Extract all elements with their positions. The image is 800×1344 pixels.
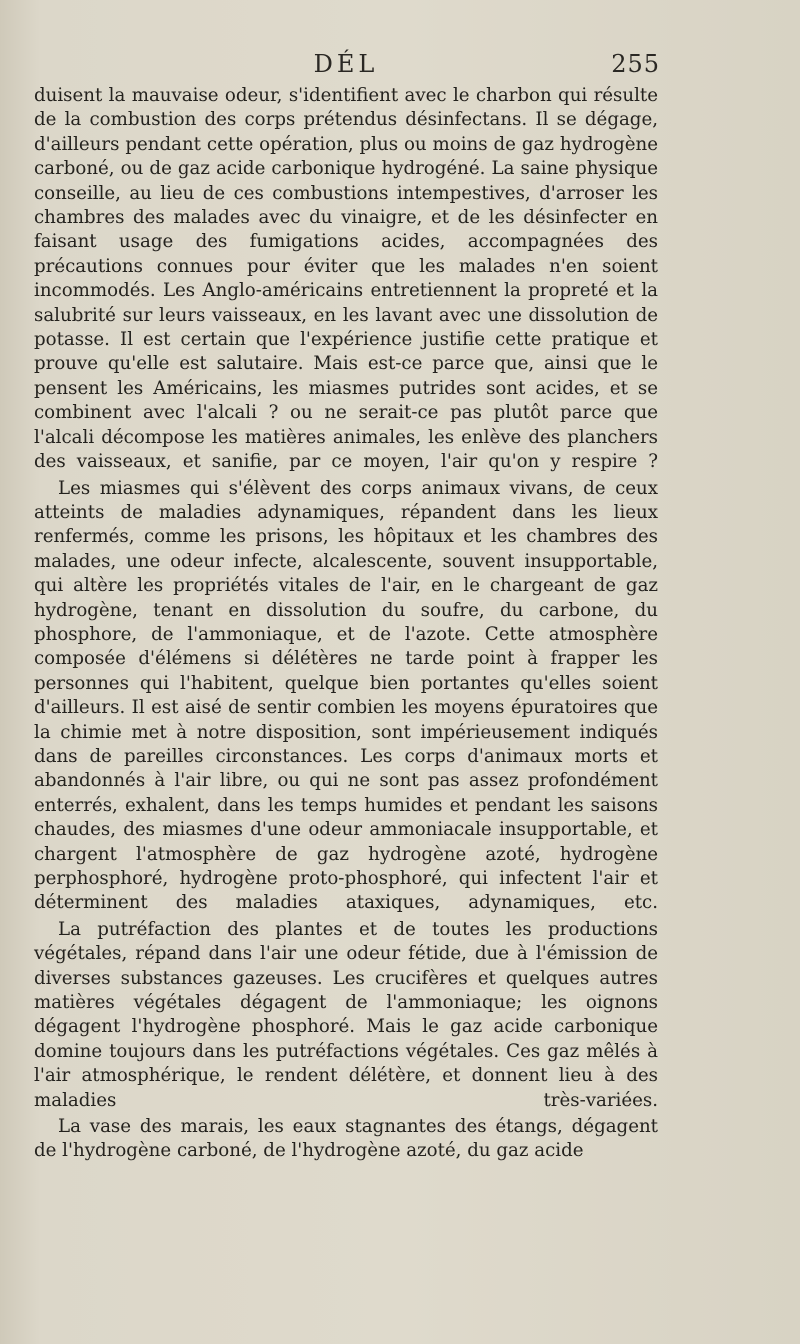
page-number: 255 (611, 50, 660, 78)
page-title: DÉL (313, 50, 379, 78)
paragraph-miasmes-animaux: Les miasmes qui s'élèvent des corps animaux vivans, de ceux atteints de maladies adynamiques, répandent dans les lieux renfermés, comme les prisons, les hôpitaux et les chambres des malades, une odeur infecte, alcalescente, souvent insupportable, qui altère les propriétés vitales de l'air, en le chargeant de gaz hydrogène, tenant en dissolution du soufre, du carbone, du phosphore, de l'ammoniaque, et de l'azote. Cette atmosphère composée d'élémens si délétères ne tarde point à frapper les personnes qui l'habitent, quelque bien portantes qu'elles soient d'ailleurs. Il est aisé de sentir combien les moyens épuratoires que la chimie met à notre disposition, sont impérieusement indiqués dans de pareilles circonstances. Les corps d'animaux morts et abandonnés à l'air libre, ou qui ne sont pas assez profondément enterrés, exhalent, dans les temps humides et pendant les saisons chaudes, des miasmes d'une odeur ammoniacale insupportable, et chargent l'atmosphère de gaz hydrogène azoté, hydrogène perphosphoré, hydrogène proto-phosphoré, qui infectent l'air et déterminent des maladies ataxiques, adynamiques, etc. (34, 477, 658, 914)
paragraph-putrefaction-plantes: La putréfaction des plantes et de toutes les productions végétales, répand dans l'air une odeur fétide, due à l'émission de diverses substances gazeuses. Les crucifères et quelques autres matières végétales dégagent de l'ammoniaque; les oignons dégagent l'hydrogène phosphoré. Mais le gaz acide carbonique domine toujours dans les putréfactions végétales. Ces gaz mêlés à l'air atmosphérique, le rendent délétère, et donnent lieu à des maladies très-variées. (34, 918, 658, 1111)
running-head (34, 50, 658, 80)
body-text (34, 84, 658, 1166)
paragraph-vase-marais: La vase des marais, les eaux stagnantes des étangs, dégagent de l'hydrogène carboné, de l'hydrogène azoté, du gaz acide (34, 1116, 658, 1162)
paragraph-continuation: duisent la mauvaise odeur, s'identifient avec le charbon qui résulte de la combustion des corps prétendus désinfectans. Il se dégage, d'ailleurs pendant cette opération, plus ou moins de gaz hydrogène carboné, ou de gaz acide carbonique hydrogéné. La saine physique conseille, au lieu de ces combustions intempestives, d'arroser les chambres des malades avec du vinaigre, et de les désinfecter en faisant usage des fumigations acides, accompagnées des précautions connues pour éviter que les malades n'en soient incommodés. Les Anglo-américains entretiennent la propreté et la salubrité sur leurs vaisseaux, en les lavant avec une dissolution de potasse. Il est certain que l'expérience justifie cette pratique et prouve qu'elle est salutaire. Mais est-ce parce que, ainsi que le pensent les Américains, les miasmes putrides sont acides, et se combinent avec l'alcali ? ou ne serait-ce pas plutôt parce que l'alcali décompose les matières animales, les enlève des planchers des vaisseaux, et sanifie, par ce moyen, l'air qu'on y respire ? (34, 85, 658, 473)
